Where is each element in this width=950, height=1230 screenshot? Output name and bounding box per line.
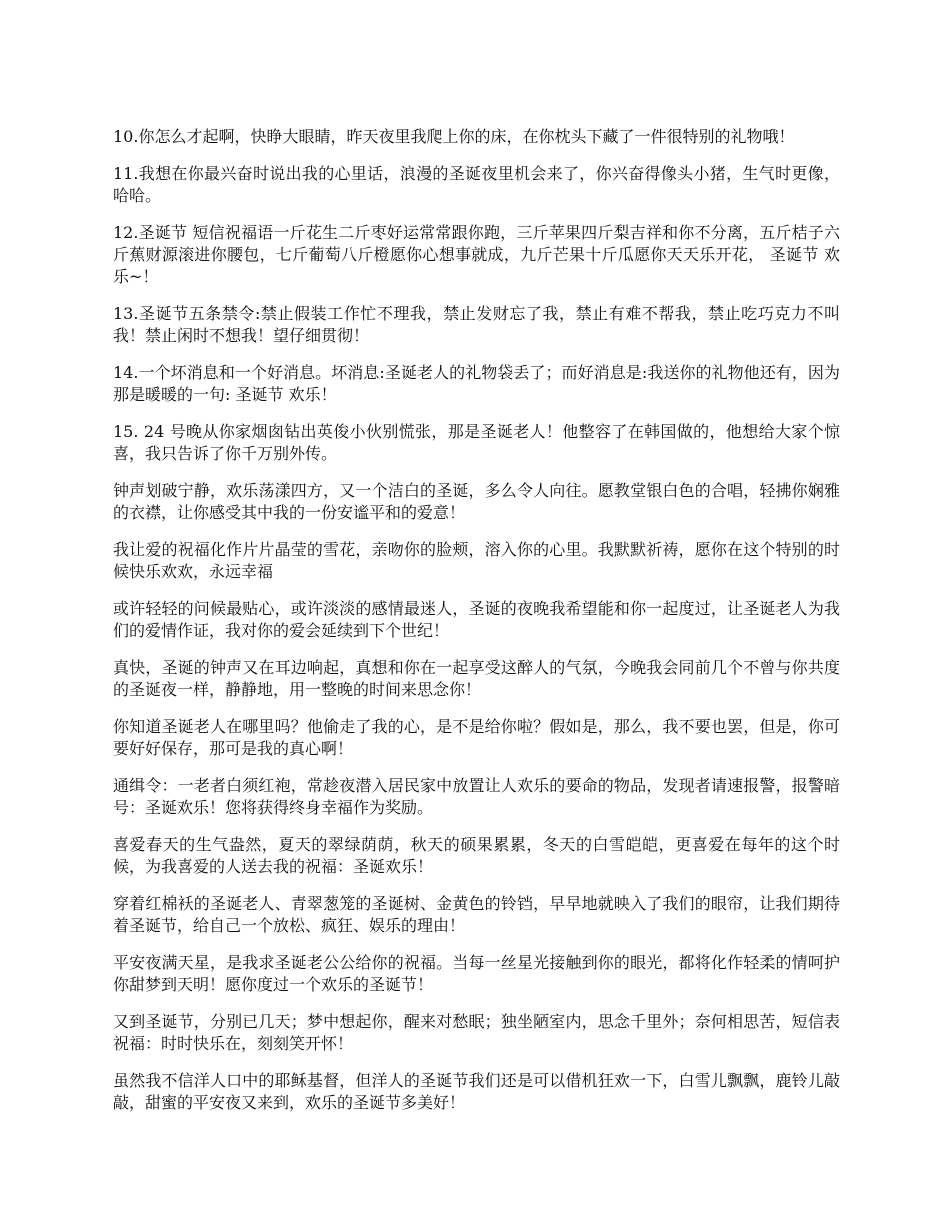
paragraph-12: 12.圣诞节 短信祝福语一斤花生二斤枣好运常常跟你跑，三斤苹果四斤梨吉祥和你不分离，五斤桔子六斤蕉财源滚进你腰包，七斤葡萄八斤橙愿你心想事就成，九斤芒果十斤瓜愿你天天乐开花， 圣诞节 欢乐~！ bbox=[113, 223, 840, 286]
paragraph-snowflake: 我让爱的祝福化作片片晶莹的雪花，亲吻你的脸颊，溶入你的心里。我默默祈祷，愿你在这个特别的时候快乐欢欢，永远幸福 bbox=[113, 540, 840, 581]
paragraph-bell: 钟声划破宁静，欢乐荡漾四方，又一个洁白的圣诞，多么令人向往。愿教堂银白色的合唱，轻拂你娴雅的衣襟，让你感受其中我的一份安谧平和的爱意！ bbox=[113, 481, 840, 522]
paragraph-wanted: 通缉令：一老者白须红袍，常趁夜潜入居民家中放置让人欢乐的要命的物品，发现者请速报警，报警暗号：圣诞欢乐！您将获得终身幸福作为奖励。 bbox=[113, 776, 840, 817]
paragraph-greeting: 或许轻轻的问候最贴心，或许淡淡的感情最迷人，圣诞的夜晚我希望能和你一起度过，让圣诞老人为我们的爱情作证，我对你的爱会延续到下个世纪！ bbox=[113, 599, 840, 640]
paragraph-santa-question: 你知道圣诞老人在哪里吗？他偷走了我的心，是不是给你啦？假如是，那么，我不要也罢，但是，你可要好好保存，那可是我的真心啊！ bbox=[113, 717, 840, 758]
paragraph-santa-tree: 穿着红棉袄的圣诞老人、青翠葱笼的圣诞树、金黄色的铃铛，早早地就映入了我们的眼帘，让我们期待着圣诞节，给自己一个放松、疯狂、娱乐的理由！ bbox=[113, 894, 840, 935]
paragraph-11: 11.我想在你最兴奋时说出我的心里话，浪漫的圣诞夜里机会来了，你兴奋得像头小猪，生气时更像，哈哈。 bbox=[113, 164, 840, 205]
paragraph-chime: 真快，圣诞的钟声又在耳边响起，真想和你在一起享受这醉人的气氛，今晚我会同前几个不曾与你共度的圣诞夜一样，静静地，用一整晚的时间来思念你！ bbox=[113, 658, 840, 699]
paragraph-14: 14.一个坏消息和一个好消息。坏消息:圣诞老人的礼物袋丢了；而好消息是:我送你的礼物他还有，因为那是暖暖的一句: 圣诞节 欢乐！ bbox=[113, 363, 840, 404]
paragraph-13: 13.圣诞节五条禁令:禁止假装工作忙不理我，禁止发财忘了我，禁止有难不帮我，禁止吃巧克力不叫我！禁止闲时不想我！望仔细贯彻！ bbox=[113, 304, 840, 345]
paragraph-10: 10.你怎么才起啊，快睁大眼睛，昨天夜里我爬上你的床，在你枕头下藏了一件很特别的礼物哦！ bbox=[113, 127, 795, 146]
paragraph-15: 15. 24 号晚从你家烟囱钻出英俊小伙别慌张，那是圣诞老人！他整容了在韩国做的，他想给大家个惊喜，我只告诉了你千万别外传。 bbox=[113, 422, 840, 463]
paragraph-poem: 又到圣诞节，分别已几天；梦中想起你，醒来对愁眠；独坐陋室内，思念千里外；奈何相思苦，短信表祝福：时时快乐在，刻刻笑开怀！ bbox=[113, 1012, 840, 1053]
paragraph-seasons: 喜爱春天的生气盎然，夏天的翠绿荫荫，秋天的硕果累累，冬天的白雪皑皑，更喜爱在每年的这个时候，为我喜爱的人送去我的祝福：圣诞欢乐！ bbox=[113, 835, 840, 876]
paragraph-carnival: 虽然我不信洋人口中的耶稣基督，但洋人的圣诞节我们还是可以借机狂欢一下，白雪儿飘飘，鹿铃儿敲敲，甜蜜的平安夜又来到，欢乐的圣诞节多美好！ bbox=[113, 1071, 840, 1112]
paragraph-stars: 平安夜满天星，是我求圣诞老公公给你的祝福。当每一丝星光接触到你的眼光，都将化作轻柔的情呵护你甜梦到天明！愿你度过一个欢乐的圣诞节！ bbox=[113, 953, 840, 994]
document-body bbox=[113, 126, 840, 1129]
